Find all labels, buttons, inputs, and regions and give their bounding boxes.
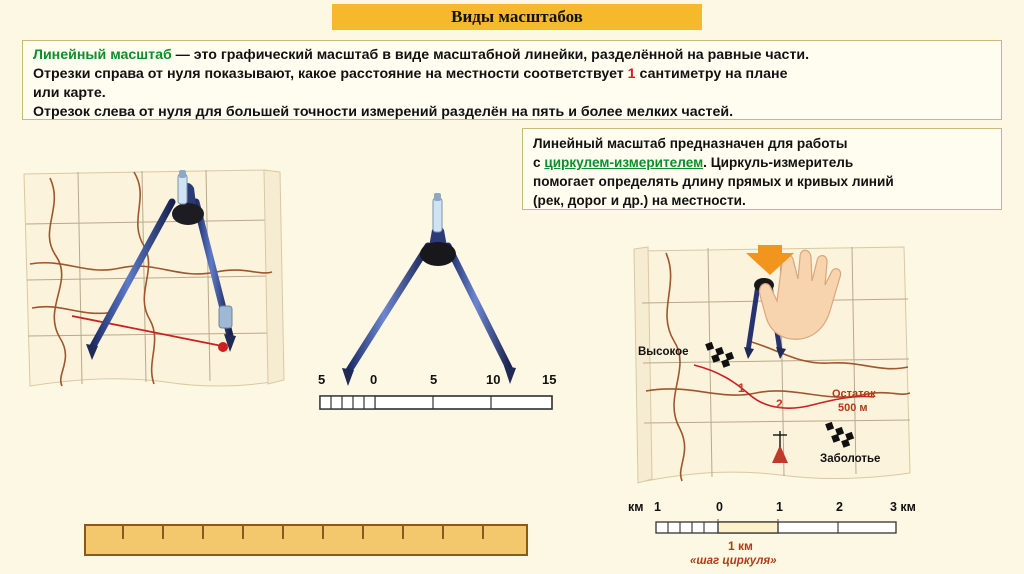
note-line-2-a: с (533, 155, 545, 170)
right-linear-scale (628, 500, 928, 568)
right-scale-label-3: 2 (836, 500, 843, 514)
ruler-tick (442, 526, 444, 539)
compass-divider-illustration (320, 190, 560, 390)
right-scale-bar (628, 519, 928, 539)
right-scale-label-4: 3 км (890, 500, 916, 514)
right-scale-caption-top: 1 км (728, 539, 753, 553)
definition-line-1-rest: — это графический масштаб в виде масштабной линейки, разделённой на равные части. (171, 47, 810, 63)
definition-line-1 (33, 47, 991, 64)
right-scale-label-0: 1 (654, 500, 661, 514)
map-label-river: Остаток (832, 388, 876, 400)
right-scale-caption-bottom: «шаг циркуля» (690, 555, 777, 567)
middle-scale-bar (318, 392, 558, 414)
ruler-icon (84, 524, 528, 556)
right-scale-unit: км (628, 500, 644, 514)
note-line-1: Линейный масштаб предназначен для работы (533, 136, 848, 151)
middle-scale-label-1: 0 (370, 372, 378, 387)
term-linear-scale: Линейный масштаб (33, 47, 172, 63)
ruler-tick (122, 526, 124, 539)
note-line-3: помогает определять длину прямых и кривых линий (533, 174, 894, 189)
map-step-1: 1 (738, 381, 745, 395)
right-scale-label-2: 1 (776, 500, 783, 514)
definition-line-2 (33, 66, 991, 83)
ruler-tick (322, 526, 324, 539)
note-line-2 (533, 154, 991, 171)
middle-scale-label-2: 5 (430, 372, 438, 387)
ruler-tick (282, 526, 284, 539)
term-compass-divider: циркулем-измерителем (544, 155, 704, 170)
definition-box (22, 40, 1002, 120)
middle-scale-label-3: 10 (486, 372, 501, 387)
definition-line-2-a: Отрезки справа от нуля показывают, какое расстояние на местности соответствует (33, 66, 628, 82)
ruler-tick (162, 526, 164, 539)
middle-linear-scale (318, 372, 558, 412)
page-title (332, 4, 702, 30)
page-title-text: Виды масштабов (451, 7, 583, 26)
middle-scale-labels (318, 372, 558, 388)
middle-scale-label-0: 5 (318, 372, 326, 387)
definition-line-4: Отрезок слева от нуля для большей точности измерений разделён на пять и более мелких частей. (33, 104, 734, 120)
note-box (522, 128, 1002, 210)
ruler-tick (482, 526, 484, 539)
note-line-4: (рек, дорог и др.) на местности. (533, 193, 746, 208)
middle-scale-label-4: 15 (542, 372, 557, 387)
right-scale-label-1: 0 (716, 500, 723, 514)
map-label-vysokoe: Высокое (638, 346, 689, 358)
map-label-river-width: 500 м (838, 402, 868, 414)
left-map-illustration (16, 168, 286, 396)
map-step-2: 2 (776, 397, 783, 411)
ruler-tick (202, 526, 204, 539)
ruler-tick (402, 526, 404, 539)
definition-line-2-b: сантиметру на плане (635, 66, 788, 82)
definition-number-one: 1 (627, 66, 636, 82)
definition-line-3: или карте. (33, 85, 106, 101)
note-line-2-b: . Циркуль-измеритель (703, 155, 854, 170)
right-scale-labels (628, 500, 928, 516)
ruler-tick (242, 526, 244, 539)
ruler-tick (362, 526, 364, 539)
map-label-zabolotye: Заболотье (820, 453, 881, 465)
compass-icon (342, 193, 516, 386)
right-map-illustration (630, 245, 920, 485)
